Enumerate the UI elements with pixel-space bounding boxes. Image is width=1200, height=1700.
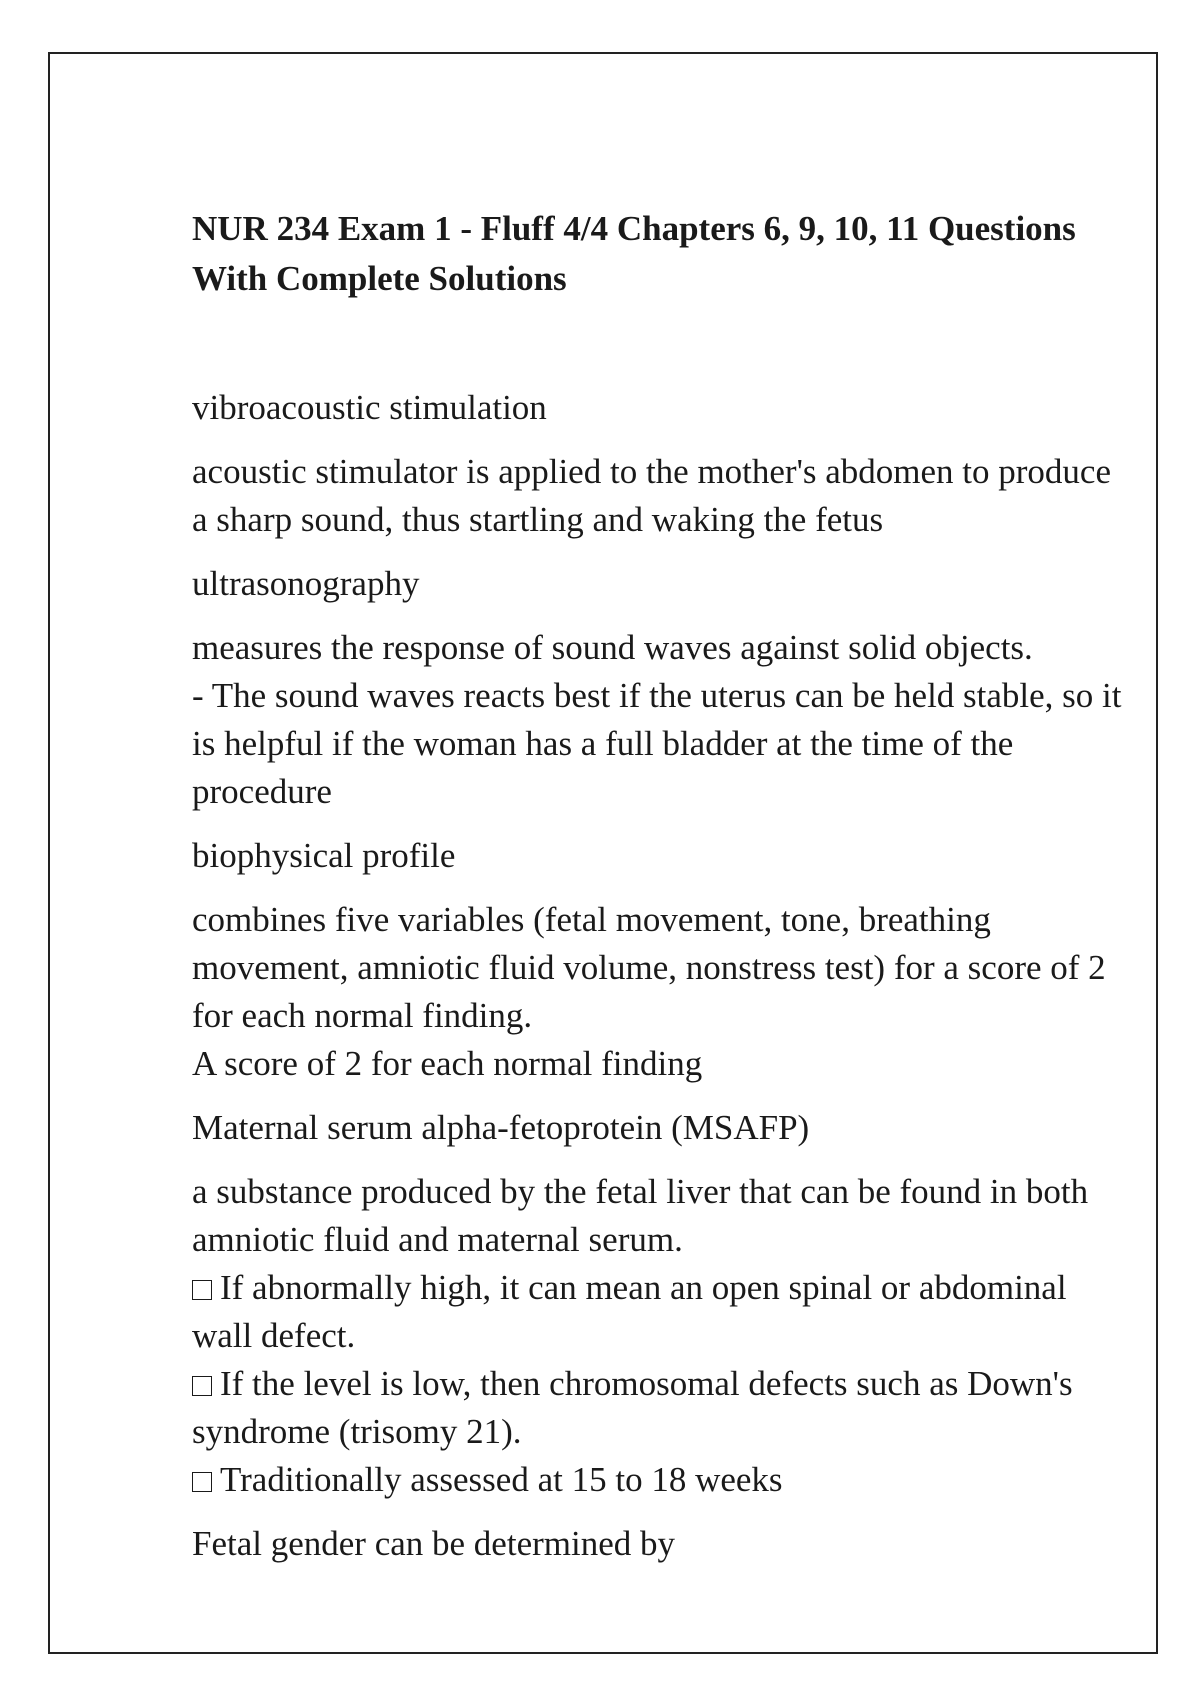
document-title: NUR 234 Exam 1 - Fluff 4/4 Chapters 6, 9, 10, 11 Questions With Complete Solutions xyxy=(192,209,1076,298)
checkbox-bullet-icon xyxy=(192,1472,212,1492)
card-definition xyxy=(192,624,1122,816)
card-term: ultrasonography xyxy=(192,564,420,603)
page-frame xyxy=(48,52,1158,1654)
definition-text: a substance produced by the fetal liver that can be found in both amniotic fluid and maternal serum. xyxy=(192,1172,1089,1259)
definition-line xyxy=(192,672,1122,816)
card-definition xyxy=(192,448,1122,544)
definition-line xyxy=(192,1040,1122,1088)
card-definition xyxy=(192,896,1122,1088)
card-definition xyxy=(192,1168,1122,1504)
definition-text: If the level is low, then chromosomal defects such as Down's syndrome (trisomy 21). xyxy=(192,1364,1073,1451)
card-term: vibroacoustic stimulation xyxy=(192,388,547,427)
definition-bullet-line xyxy=(192,1264,1122,1360)
checkbox-bullet-icon xyxy=(192,1280,212,1300)
definition-text: measures the response of sound waves against solid objects. xyxy=(192,628,1033,667)
definition-text: A score of 2 for each normal finding xyxy=(192,1044,703,1083)
definition-text: - The sound waves reacts best if the uterus can be held stable, so it is helpful if the woman has a full bladder at the time of the procedure xyxy=(192,676,1122,811)
checkbox-bullet-icon xyxy=(192,1376,212,1396)
definition-text: acoustic stimulator is applied to the mother's abdomen to produce a sharp sound, thus startling and waking the fetus xyxy=(192,452,1112,539)
definition-bullet-line xyxy=(192,1456,1122,1504)
definition-line xyxy=(192,896,1122,1040)
definition-text: Traditionally assessed at 15 to 18 weeks xyxy=(220,1460,783,1499)
document-content xyxy=(192,204,1122,1584)
qa-list xyxy=(192,384,1122,1568)
definition-bullet-line xyxy=(192,1360,1122,1456)
definition-line xyxy=(192,624,1122,672)
definition-text: If abnormally high, it can mean an open spinal or abdominal wall defect. xyxy=(192,1268,1067,1355)
card-term: biophysical profile xyxy=(192,836,456,875)
card-term: Maternal serum alpha-fetoprotein (MSAFP) xyxy=(192,1108,810,1147)
definition-line xyxy=(192,448,1122,544)
card-term: Fetal gender can be determined by xyxy=(192,1524,675,1563)
definition-text: combines five variables (fetal movement, tone, breathing movement, amniotic fluid volume, nonstress test) for a score of 2 for each normal finding. xyxy=(192,900,1106,1035)
definition-line xyxy=(192,1168,1122,1264)
